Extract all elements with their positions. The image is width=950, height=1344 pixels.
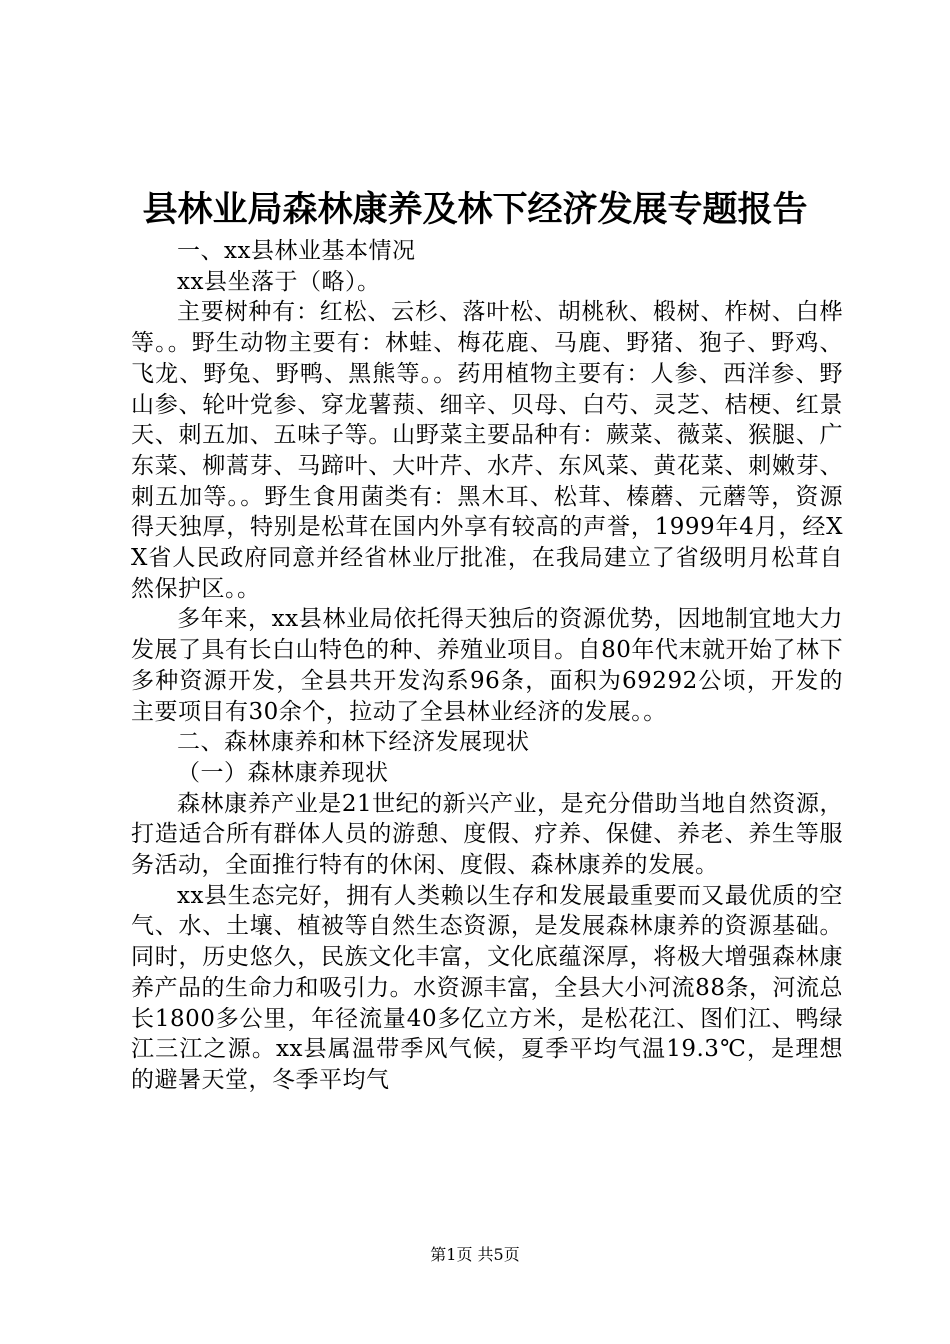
paragraph-location: xx县坐落于（略）。 [177,268,381,295]
paragraph-wellness-industry: 森林康养产业是21世纪的新兴产业，是充分借助当地自然资源，打造适合所有群体人员的游憩、度假、疗养、保健、养老、养生等服务活动，全面推行特有的休闲、度假、森林康养的发展。 [131,790,843,879]
document-body [131,236,843,1096]
paragraph-species: 主要树种有：红松、云杉、落叶松、胡桃秋、椴树、柞树、白桦等。。野生动物主要有：林蛙、梅花鹿、马鹿、野猪、狍子、野鸡、飞龙、野兔、野鸭、黑熊等。。药用植物主要有：人参、西洋参、野山参、轮叶党参、穿龙薯蓣、细辛、贝母、白芍、灵芝、桔梗、红景天、刺五加、五味子等。山野菜主要品种有：蕨菜、薇菜、猴腿、广东菜、柳蒿芽、马蹄叶、大叶芹、水芹、东风菜、黄花菜、刺嫩芽、刺五加等。。野生食用菌类有：黑木耳、松茸、榛蘑、元蘑等，资源得天独厚，特别是松茸在国内外享有较高的声誉，1999年4月，经XX省人民政府同意并经省林业厅批准，在我局建立了省级明月松茸自然保护区。。 [131,299,843,602]
subsection-heading-forest-wellness: （一）森林康养现状 [177,759,389,786]
paragraph-development-history: 多年来，xx县林业局依托得天独后的资源优势，因地制宜地大力发展了具有长白山特色的种、养殖业项目。自80年代末就开始了林下多种资源开发，全县共开发沟系96条，面积为69292公顷，开发的主要项目有30余个，拉动了全县林业经济的发展。。 [131,606,843,725]
section-heading-basic-info: 一、xx县林业基本情况 [177,238,416,264]
page-number-footer: 第1页 共5页 [430,1245,520,1264]
paragraph-ecology: xx县生态完好，拥有人类赖以生存和发展最重要而又最优质的空气、水、土壤、植被等自然生态资源，是发展森林康养的资源基础。同时，历史悠久，民族文化丰富，文化底蕴深厚，将极大增强森林康养产品的生命力和吸引力。水资源丰富，全县大小河流88条，河流总长1800多公里，年径流量40多亿立方米，是松花江、图们江、鸭绿江三江之源。xx县属温带季风气候，夏季平均气温19.3℃，是理想的避暑天堂，冬季平均气 [131,882,843,1093]
document-title: 县林业局森林康养及林下经济发展专题报告 [142,189,808,230]
section-heading-status: 二、森林康养和林下经济发展现状 [177,729,530,756]
